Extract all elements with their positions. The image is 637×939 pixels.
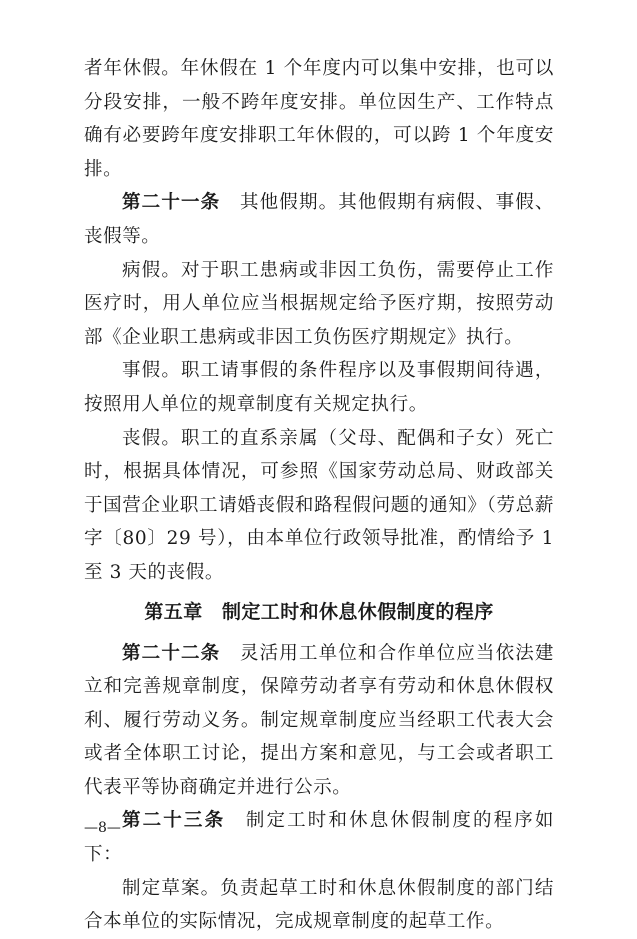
paragraph-text: 病假。对于职工患病或非因工负伤，需要停止工作医疗时，用人单位应当根据规定给予医疗期，按照劳动部《企业职工患病或非因工负伤医疗期规定》执行。	[84, 259, 554, 348]
paragraph-text: 制定草案。负责起草工时和休息休假制度的部门结合本单位的实际情况，完成规章制度的起草工作。	[84, 877, 554, 933]
document-page	[84, 52, 554, 939]
article-number: 第二十三条	[122, 810, 226, 832]
paragraph-personal-leave	[84, 354, 554, 421]
paragraph-text: 其他假期。其他假期有病假、事假、丧假等。	[84, 192, 554, 247]
paragraph-text: 制定工时和休息休假制度的程序如下：	[84, 810, 554, 866]
paragraph-text: 者年休假。年休假在 1 个年度内可以集中安排，也可以分段安排，一般不跨年度安排。单位因生产、工作特点确有必要跨年度安排职工年休假的，可以跨 1 个年度安排。	[84, 58, 554, 180]
paragraph-article-23	[84, 804, 554, 871]
page-number: —8—	[84, 820, 121, 836]
article-number: 第二十二条	[122, 642, 221, 664]
paragraph-text: 事假。职工请事假的条件程序以及事假期间待遇，按照用人单位的规章制度有关规定执行。	[84, 360, 554, 415]
paragraph-article-22	[84, 637, 554, 805]
paragraph-text: 灵活用工单位和合作单位应当依法建立和完善规章制度，保障劳动者享有劳动和休息休假权利、履行劳动义务。制定规章制度应当经职工代表大会或者全体职工讨论，提出方案和意见，与工会或者职工代表平等协商确定并进行公示。	[84, 642, 554, 798]
paragraph-annual-leave-continued	[84, 52, 554, 186]
paragraph-text: 丧假。职工的直系亲属（父母、配偶和子女）死亡时，根据具体情况，可参照《国家劳动总局、财政部关于国营企业职工请婚丧假和路程假问题的通知》（劳总薪字〔80〕29 号），由本单位行政领导批准，酌情给予 1 至 3 天的丧假。	[84, 427, 554, 583]
paragraph-bereavement-leave	[84, 422, 554, 590]
paragraph-article-21	[84, 186, 554, 253]
paragraph-sick-leave	[84, 254, 554, 355]
paragraph-draft	[84, 872, 554, 939]
chapter-title: 第五章 制定工时和休息休假制度的程序	[144, 600, 494, 623]
article-number: 第二十一条	[122, 192, 221, 214]
